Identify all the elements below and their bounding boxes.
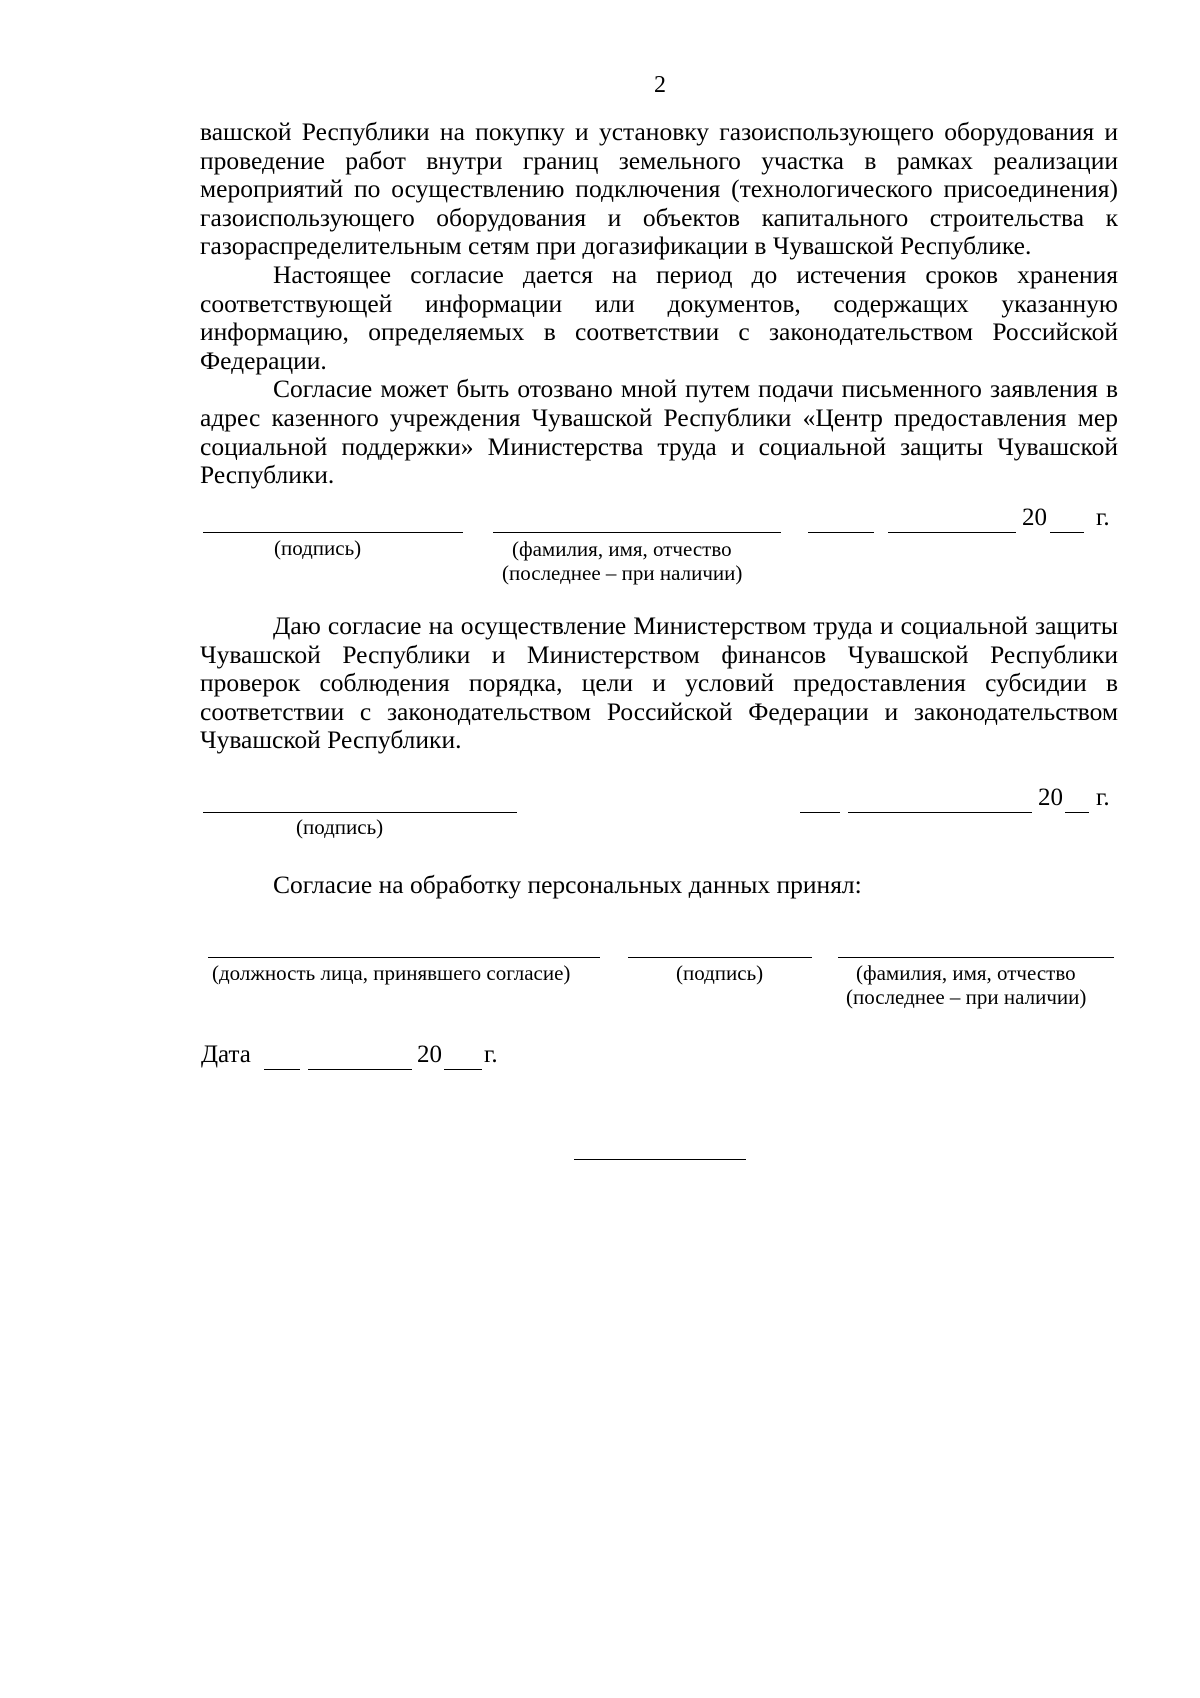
consent-text xyxy=(200,612,1118,755)
month-line xyxy=(888,532,1016,533)
name-caption-line1: (фамилия, имя, отчество xyxy=(512,537,732,561)
paragraph-consent: Даю согласие на осуществление Министерством труда и социальной защиты Чувашской Республики и Министерством финансов Чувашской Республики проверок соблюдения порядка, цели и условий предоставления субсидии в соответствии с законодательством Российской Федерации и законодательством Чувашской Республики. xyxy=(200,611,1118,755)
year-suffix: г. xyxy=(1096,784,1110,811)
year-line xyxy=(1065,812,1089,813)
date-label: Дата xyxy=(201,1041,251,1068)
signature-caption: (подпись) xyxy=(676,961,764,985)
day-line xyxy=(264,1069,300,1070)
name-line xyxy=(493,532,781,533)
signature-caption: (подпись) xyxy=(274,536,362,560)
month-line xyxy=(848,812,1032,813)
year-prefix: 20 xyxy=(417,1041,442,1068)
year-suffix: г. xyxy=(484,1041,498,1068)
name-line xyxy=(838,957,1114,958)
signature-line xyxy=(203,812,517,813)
year-suffix: г. xyxy=(1096,504,1110,531)
name-caption-line2: (последнее – при наличии) xyxy=(502,561,743,585)
position-caption: (должность лица, принявшего согласие) xyxy=(212,961,571,985)
accepted-heading: Согласие на обработку персональных данных принял: xyxy=(273,870,862,899)
paragraph-period: Настоящее согласие дается на период до истечения сроков хранения соответствующей информации или документов, содержащих указанную информацию, определяемых в соответствии с законодательством Российской Федерации. xyxy=(200,259,1118,375)
top-text xyxy=(200,118,1118,490)
year-line xyxy=(444,1069,482,1070)
year-line xyxy=(1050,532,1084,533)
month-line xyxy=(308,1069,412,1070)
paragraph-revocation: Согласие может быть отозвано мной путем подачи письменного заявления в адрес казенного учреждения Чувашской Республики «Центр предоставления мер социальной поддержки» Министерства труда и социальной защиты Чувашской Республики. xyxy=(200,374,1118,490)
page-number: 2 xyxy=(654,72,666,98)
signature-line xyxy=(203,532,463,533)
paragraph-continuation: вашской Республики на покупку и установку газоиспользующего оборудования и проведение работ внутри границ земельного участка в рамках реализации мероприятий по осуществлению подключения (технологического присоединения) газоиспользующего оборудования и объектов капитального строительства к газораспределительным сетям при догазификации в Чувашской Республике. xyxy=(200,117,1118,261)
position-line xyxy=(208,957,600,958)
day-line xyxy=(800,812,840,813)
day-line xyxy=(808,532,874,533)
signature-line xyxy=(628,957,812,958)
year-prefix: 20 xyxy=(1022,504,1047,531)
name-caption-line2: (последнее – при наличии) xyxy=(846,985,1087,1009)
name-caption-line1: (фамилия, имя, отчество xyxy=(856,961,1076,985)
signature-caption: (подпись) xyxy=(296,815,384,839)
end-rule xyxy=(574,1159,746,1160)
year-prefix: 20 xyxy=(1038,784,1063,811)
